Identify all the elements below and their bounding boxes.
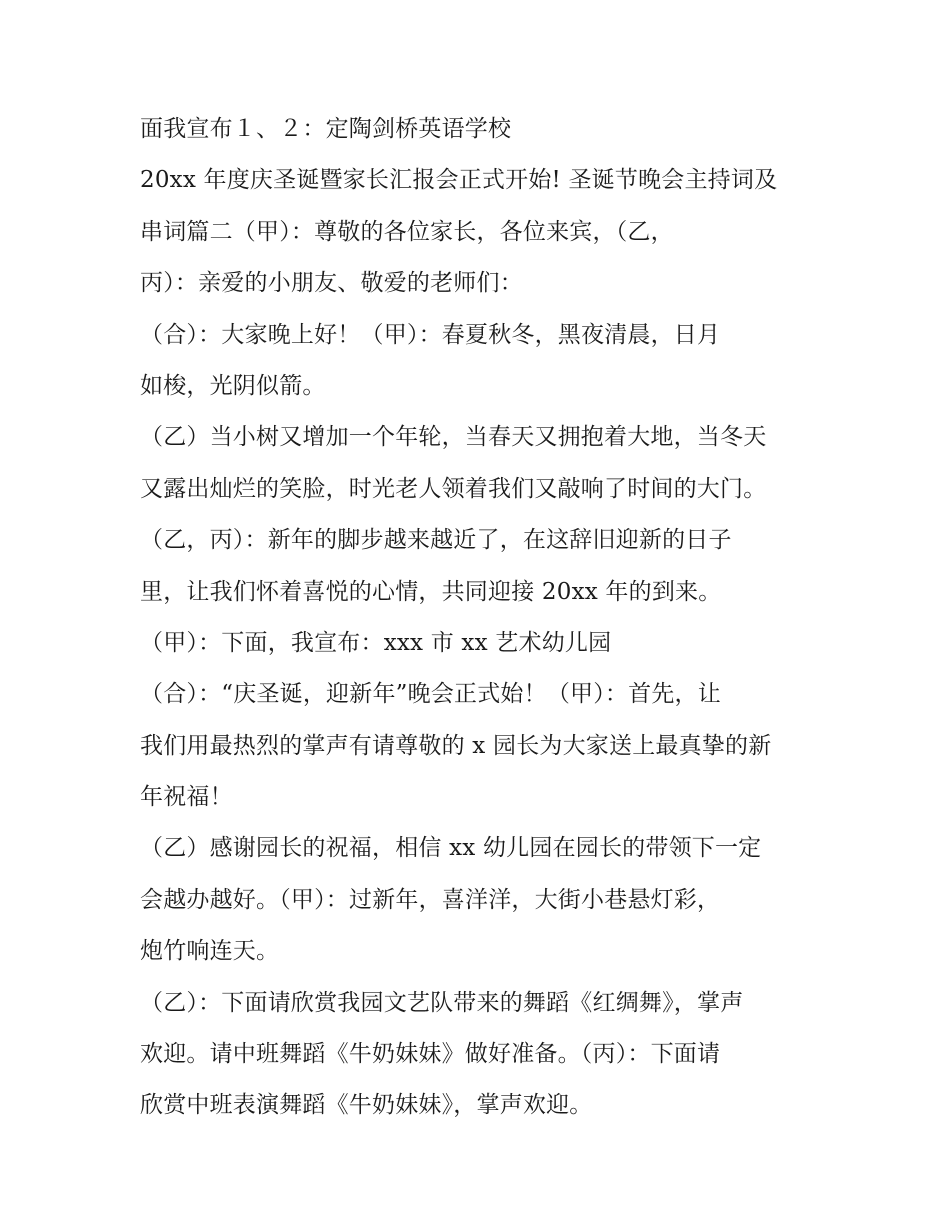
text-line: 串词篇二（甲）：尊敬的各位家长，各位来宾，（乙， (140, 218, 674, 245)
text-line: 欢迎。请中班舞蹈《牛奶妹妹》做好准备。（丙）：下面请 (140, 1041, 721, 1068)
text-line: 会越办越好。（甲）：过新年，喜洋洋，大街小巷悬灯彩， (140, 886, 721, 913)
text-line: 炮竹响连天。 (140, 938, 280, 965)
text-line: 欣赏中班表演舞蹈《牛奶妹妹》，掌声欢迎。 (140, 1092, 593, 1119)
text-line: （甲）：下面，我宣布：xxx 市 xx 艺术幼儿园 (140, 629, 612, 656)
text-line: （乙）当小树又增加一个年轮，当春天又拥抱着大地，当冬天 (140, 424, 767, 451)
text-line: 面我宣布１、２：定陶剑桥英语学校 (140, 116, 512, 142)
document-body (140, 104, 820, 1132)
text-line: 20xx 年度庆圣诞暨家长汇报会正式开始! 圣诞节晚会主持词及 (140, 167, 778, 194)
text-line: （乙）：下面请欣赏我园文艺队带来的舞蹈《红绸舞》，掌声 (140, 989, 744, 1016)
text-line: （乙，丙）：新年的脚步越来越近了，在这辞旧迎新的日子 (140, 527, 732, 554)
text-line: （合）：大家晚上好！（甲）：春夏秋冬，黑夜清晨，日月 (140, 321, 721, 348)
text-line: 里，让我们怀着喜悦的心情，共同迎接 20xx 年的到来。 (140, 578, 722, 605)
text-line: 如梭，光阴似箭。 (140, 372, 326, 399)
text-line: 又露出灿烂的笑脸，时光老人领着我们又敲响了时间的大门。 (140, 475, 767, 502)
text-line: （乙）感谢园长的祝福，相信 xx 幼儿园在园长的带领下一定 (140, 835, 762, 862)
text-line: （合）：“庆圣诞，迎新年”晚会正式始！（甲）：首先，让 (140, 681, 721, 708)
text-line: 我们用最热烈的掌声有请尊敬的 x 园长为大家送上最真挚的新 (140, 732, 772, 759)
text-line: 丙）：亲爱的小朋友、敬爱的老师们： (140, 270, 523, 297)
text-line: 年祝福！ (140, 784, 233, 811)
